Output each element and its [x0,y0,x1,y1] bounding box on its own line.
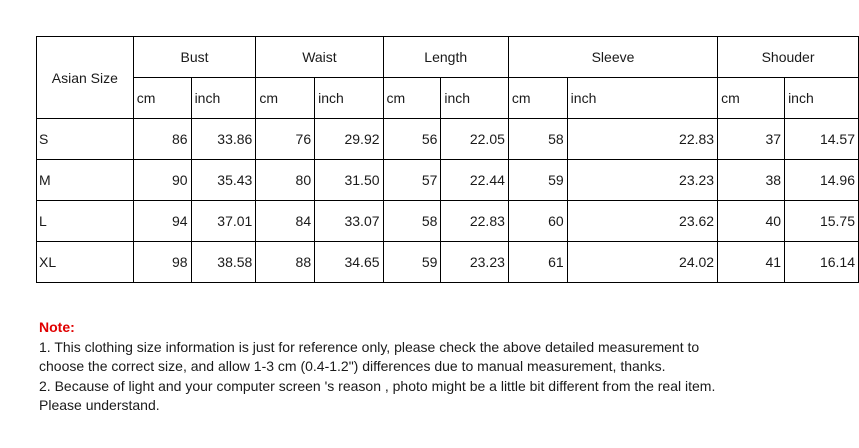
bust-cm-value: 94 [133,201,191,242]
waist-cm-value: 88 [256,242,315,283]
waist-inch-unit: inch [315,78,383,119]
length-header: Length [383,37,508,78]
shoulder-cm-value: 41 [718,242,785,283]
table-row [37,160,859,201]
size-note [39,318,839,416]
bust-cm-value: 98 [133,242,191,283]
shoulder-inch-value: 15.75 [785,201,859,242]
table-row [37,201,859,242]
shoulder-header: Shouder [718,37,859,78]
length-cm-unit: cm [383,78,441,119]
waist-inch-value: 29.92 [315,119,383,160]
size-column-header: Asian Size [37,37,134,119]
shoulder-cm-value: 38 [718,160,785,201]
waist-header: Waist [256,37,383,78]
sleeve-cm-unit: cm [508,78,567,119]
note-line-4: Please understand. [39,397,160,413]
sleeve-inch-unit: inch [567,78,717,119]
sleeve-inch-value: 23.23 [567,160,717,201]
note-line-1: 1. This clothing size information is just for reference only, please check the above detailed measurement to [39,338,700,355]
size-chart-table [36,36,859,283]
length-inch-unit: inch [441,78,509,119]
bust-inch-value: 37.01 [191,201,256,242]
length-inch-value: 22.05 [441,119,509,160]
bust-inch-unit: inch [191,78,256,119]
sleeve-inch-value: 22.83 [567,119,717,160]
waist-inch-value: 34.65 [315,242,383,283]
measure-header-row [37,37,859,78]
waist-inch-value: 33.07 [315,201,383,242]
note-line-3: 2. Because of light and your computer screen 's reason , photo might be a little bit different from the real item. [39,377,716,394]
sleeve-cm-value: 61 [508,242,567,283]
bust-inch-value: 33.86 [191,119,256,160]
shoulder-inch-value: 14.96 [785,160,859,201]
bust-cm-unit: cm [133,78,191,119]
table-row [37,119,859,160]
waist-cm-value: 80 [256,160,315,201]
sleeve-inch-value: 23.62 [567,201,717,242]
sleeve-cm-value: 60 [508,201,567,242]
waist-inch-value: 31.50 [315,160,383,201]
bust-inch-value: 35.43 [191,160,256,201]
length-inch-value: 22.44 [441,160,509,201]
sleeve-header: Sleeve [508,37,717,78]
note-line-2: choose the correct size, and allow 1-3 cm (0.4-1.2") differences due to manual measurement, thanks. [39,358,666,374]
waist-cm-value: 76 [256,119,315,160]
bust-header: Bust [133,37,256,78]
bust-cm-value: 86 [133,119,191,160]
bust-inch-value: 38.58 [191,242,256,283]
shoulder-cm-value: 37 [718,119,785,160]
shoulder-cm-unit: cm [718,78,785,119]
shoulder-inch-value: 14.57 [785,119,859,160]
shoulder-inch-value: 16.14 [785,242,859,283]
waist-cm-value: 84 [256,201,315,242]
length-inch-value: 23.23 [441,242,509,283]
table-row [37,242,859,283]
unit-header-row [37,78,859,119]
shoulder-cm-value: 40 [718,201,785,242]
length-inch-value: 22.83 [441,201,509,242]
length-cm-value: 57 [383,160,441,201]
length-cm-value: 56 [383,119,441,160]
sleeve-cm-value: 59 [508,160,567,201]
waist-cm-unit: cm [256,78,315,119]
length-cm-value: 59 [383,242,441,283]
size-label: S [37,119,134,160]
bust-cm-value: 90 [133,160,191,201]
size-label: L [37,201,134,242]
shoulder-inch-unit: inch [785,78,859,119]
size-label: M [37,160,134,201]
note-title: Note: [39,319,75,335]
sleeve-inch-value: 24.02 [567,242,717,283]
length-cm-value: 58 [383,201,441,242]
size-label: XL [37,242,134,283]
sleeve-cm-value: 58 [508,119,567,160]
